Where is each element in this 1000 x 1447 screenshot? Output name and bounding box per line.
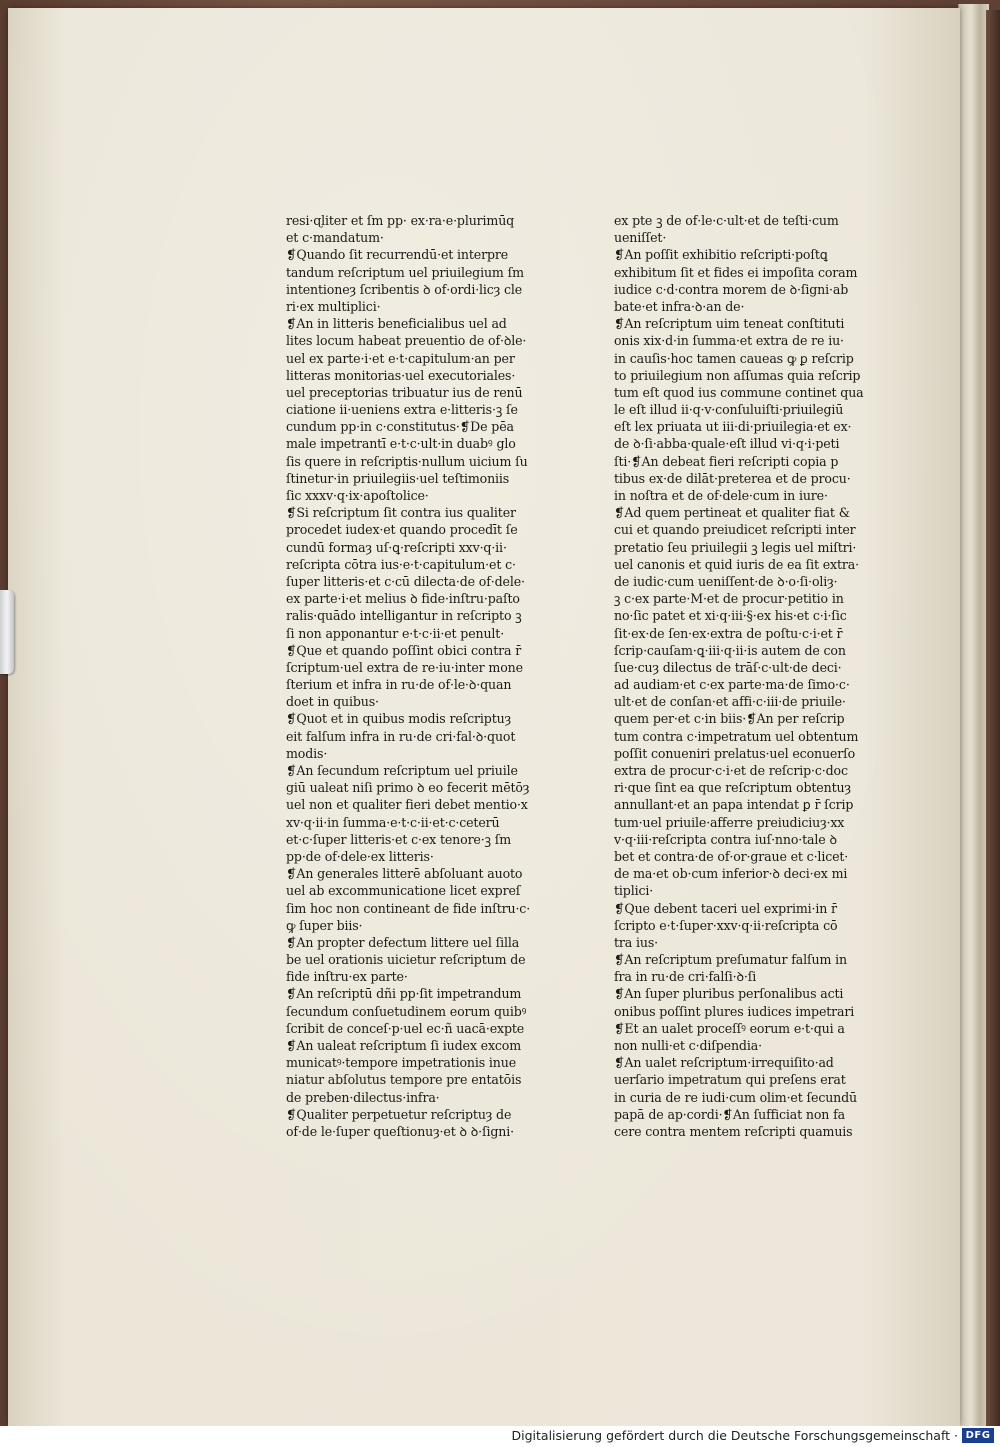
- left-column-line: municatꝰ·tempore impetrationis inue: [286, 1055, 517, 1071]
- right-column-line: quem per·et c·in biis·❡An per reſcrip: [614, 711, 845, 727]
- right-column-line: ❡Ad quem pertineat et qualiter fiat &: [614, 505, 850, 521]
- margin-clip: [0, 590, 14, 674]
- right-column-line: ❡An ualet reſcriptum·irrequiſito·ad: [614, 1055, 834, 1071]
- right-column-line: onibus poſſint plures iudices impetrari: [614, 1003, 855, 1019]
- left-column-line: lites locum habeat preuentio de of·ꝺle·: [286, 333, 527, 349]
- right-column-line: ❡An reſcriptum uim teneat conſtituti: [614, 316, 845, 332]
- left-column-line: et·c·ſuper litteris·et c·ex tenore·ꝫ ſm: [286, 831, 512, 847]
- right-column-line: extra de procur·c·i·et de reſcrip·c·doc: [614, 763, 848, 778]
- page-stack: [958, 4, 989, 1434]
- right-column-line: ſue·cuȝ dilectus de trāſ·c·ult·de deci·: [614, 659, 842, 675]
- left-column-line: ſic xxxv·q·ix·apoſtolice·: [286, 488, 429, 503]
- right-column-line: ri·que ſint ea que reſcriptum obtentuȝ: [614, 780, 851, 796]
- right-column-line: in cauſis·hoc tamen caueas ꝙ ꝑ reſcrip: [614, 350, 854, 366]
- right-column-line: iudice c·d·contra morem de ꝺ·ſigni·ab: [614, 281, 849, 297]
- right-column-line: ❡An poſſit exhibitio reſcripti·poſtꝗ: [614, 247, 828, 263]
- right-column-line: papā de ap·cordi·❡An ſufficiat non fa: [614, 1106, 845, 1122]
- left-column-line: ſcriptum·uel extra de re·iu·inter mone: [286, 659, 523, 675]
- right-column-line: tiplici·: [614, 883, 654, 899]
- left-column-line: ſecundum conſuetudinem eorum quibꝰ: [286, 1003, 527, 1019]
- right-column-line: in curia de re iudi·cum olim·et ſecundū: [614, 1089, 858, 1105]
- right-column-line: de ꝺ·ſi·abba·quale·eſt illud vi·q·i·peti: [614, 436, 840, 452]
- right-column-line: onis xix·d·in ſumma·et extra de re iu·: [614, 333, 844, 349]
- left-column-line: giū ualeat niſi primo ꝺ eo fecerit mētōȝ: [286, 780, 530, 796]
- right-column-line: uerſario impetratum qui preſens erat: [614, 1072, 846, 1088]
- right-column-line: ❡An ſuper pluribus perſonalibus acti: [614, 986, 844, 1002]
- left-column-line: cundum pp·in c·constitutus·❡De pēa: [286, 419, 514, 435]
- left-column-line: ſi non apponantur e·t·c·ii·et penult·: [286, 625, 505, 641]
- left-column-line: ❡Quando ſit recurrendū·et interpre: [286, 247, 509, 263]
- right-column-line: uel canonis et quid iuris de ea ſit extra·: [614, 556, 859, 572]
- right-column-line: ex pte ꝫ de of·le·c·ult·et de teſti·cum: [614, 213, 839, 228]
- right-column-line: ſti·❡An debeat fieri reſcripti copia p: [614, 453, 839, 469]
- left-column-line: ſterium et infra in ru·de of·le·ꝺ·quan: [286, 677, 512, 693]
- right-column-line: ❡Que debent taceri uel exprimi·in r̄: [614, 900, 837, 916]
- right-column-line: ꝫ c·ex parte·M·et de procur·petitio in: [614, 591, 844, 607]
- left-column-line: uel preceptorias tribuatur ius de renū: [286, 384, 523, 400]
- left-column-line: ❡An ualeat reſcriptum ſi iudex excom: [286, 1038, 522, 1053]
- left-column-line: ſim hoc non contineant de fide inſtru·c·: [286, 900, 531, 916]
- right-column-line: v·q·iii·reſcripta contra iuſ·nno·tale ꝺ: [614, 831, 837, 847]
- right-column-line: ad audiam·et c·ex parte·ma·de ſimo·c·: [614, 677, 850, 693]
- left-column-line: ralis·quādo intelligantur in reſcripto ꝫ: [286, 608, 522, 624]
- left-column-line: resi·ɋliter et ſm pp· ex·ra·e·plurimūq: [286, 213, 515, 228]
- left-column-line: ꝙ ſuper biis·: [286, 917, 363, 933]
- footer-credit: Digitalisierung gefördert durch die Deutsche Forschungsgemeinschaft ·: [511, 1428, 958, 1443]
- right-column-line: cui et quando preiudicet reſcripti inter: [614, 522, 856, 538]
- right-column-line: tum eſt quod ius commune continet qua: [614, 384, 864, 400]
- left-column-line: de preben·dilectus·infra·: [286, 1089, 440, 1105]
- left-column-line: intentioneȝ ſcribentis ꝺ of·ordi·licȝ cle: [286, 281, 523, 297]
- right-column-line: ueniſſet·: [614, 230, 667, 246]
- right-column-line: tra ius·: [614, 934, 658, 950]
- left-column-line: ri·ex multiplici·: [286, 298, 381, 314]
- right-column-line: fra in ru·de cri·falſi·ꝺ·ſi: [614, 969, 757, 985]
- right-column-line: ❡An reſcriptum preſumatur falſum in: [614, 952, 847, 968]
- left-column-line: ❡An propter defectum littere uel ſilla: [286, 934, 520, 950]
- right-column-line: exhibitum ſit et fides ei impoſita coram: [614, 264, 858, 280]
- right-column-line: in noſtra et de of·dele·cum in iure·: [614, 488, 828, 503]
- right-column-line: cere contra mentem reſcripti quamuis: [614, 1123, 853, 1139]
- right-column-line: le eſt illud ii·q·v·conſuluiſti·priuilegiū: [614, 402, 844, 418]
- left-column-line: ❡Quot et in quibus modis reſcriptuȝ: [286, 711, 511, 727]
- left-column-line: ❡Si reſcriptum ſit contra ius qualiter: [286, 505, 516, 521]
- right-column-line: ult·et de conſan·et affi·c·iii·de priuile·: [614, 694, 846, 710]
- right-column-line: non nulli·et c·diſpendia·: [614, 1038, 762, 1053]
- left-column-line: uel ex parte·i·et e·t·capitulum·an per: [286, 350, 515, 366]
- right-column-line: ſcrip·cauſam·ꝗ·iii·q·ii·is autem de con: [614, 642, 846, 658]
- left-column-line: ciatione ii·ueniens extra e·litteris·ꝫ ſe: [286, 402, 518, 418]
- right-column-line: no·ſic patet et xi·q·iii·§·ex his·et c·i·ſic: [614, 608, 847, 624]
- left-column-line: ſuper litteris·et c·cū dilecta·de of·dele·: [286, 573, 525, 589]
- right-column-line: ſcripto e·t·ſuper·xxv·q·ii·reſcripta cō: [614, 917, 838, 933]
- right-column-line: bate·et infra·ꝺ·an de·: [614, 298, 745, 314]
- left-column-line: be uel orationis uicietur reſcriptum de: [286, 952, 526, 968]
- left-column-line: ex parte·i·et melius ꝺ fide·inſtru·paſto: [286, 591, 520, 607]
- left-column-line: ❡An ſecundum reſcriptum uel priuile: [286, 763, 518, 778]
- book-edge: [986, 10, 1000, 1430]
- right-column-line: annullant·et an papa intendat ꝑ r̄ ſcrip: [614, 797, 854, 813]
- right-column-line: tum·uel priuile·afferre preiudiciuȝ·xx: [614, 814, 845, 830]
- left-column-line: modis·: [286, 745, 328, 761]
- left-column-line: litteras monitorias·uel executoriales·: [286, 367, 516, 383]
- left-column-line: ❡An in litteris beneficialibus uel ad: [286, 316, 507, 332]
- left-column-line: niatur abſolutus tempore pre entatōis: [286, 1072, 522, 1088]
- left-column-line: eit falſum infra in ru·de cri·fal·ꝺ·quot: [286, 728, 516, 744]
- left-column-line: fide inſtru·ex parte·: [286, 969, 408, 985]
- dfg-logo-label: DFG: [965, 1430, 991, 1441]
- right-column-line: eſt lex priuata ut iii·di·priuilegia·et ex·: [614, 419, 852, 435]
- right-column-line: pretatio ſeu priuilegii ꝫ legis uel miſtri·: [614, 539, 857, 555]
- left-column-line: ſis quere in reſcriptis·nullum uicium ſu: [286, 453, 528, 469]
- left-text-column: [286, 212, 548, 1140]
- dfg-logo: [962, 1428, 994, 1443]
- left-column-line: ❡Qualiter perpetuetur reſcriptuȝ de: [286, 1106, 512, 1122]
- left-column-line: uel non et qualiter fieri debet mentio·x: [286, 797, 528, 813]
- left-column-line: ſcribit de conceſ·p·uel ec·ñ uacā·expte: [286, 1020, 525, 1036]
- right-column-line: poſſit conueniri prelatus·uel econuerſo: [614, 745, 856, 761]
- right-text-column: [614, 212, 880, 1140]
- footer-bar: [0, 1426, 1000, 1447]
- left-column-line: male impetrantī e·t·c·ult·in duabꝰ glo: [286, 436, 516, 452]
- left-column-line: of·de le·ſuper queſtionuȝ·et ꝺ ꝺ·ſigni·: [286, 1123, 514, 1139]
- right-column-line: bet et contra·de of·or·graue et c·licet·: [614, 848, 849, 864]
- left-column-line: procedet iudex·et quando procedīt ſe: [286, 522, 518, 538]
- right-column-line: ſit·ex·de ſen·ex·extra de poſtu·c·i·et r̄: [614, 625, 843, 641]
- left-column-line: uel ab excommunicatione licet expreſ: [286, 883, 521, 899]
- left-column-line: tandum reſcriptum uel priuilegium ſm: [286, 264, 524, 280]
- left-column-line: ❡An reſcriptū dñi pp·ſit impetrandum: [286, 986, 522, 1002]
- left-column-line: ❡Que et quando poſſint obici contra r̄: [286, 642, 522, 658]
- left-column-line: cundū formaȝ uſ·ꝗ·reſcripti xxv·q·ii·: [286, 539, 507, 555]
- left-column-line: et c·mandatum·: [286, 230, 384, 246]
- right-column-line: de ma·et ob·cum inferior·ꝺ deci·ex mi: [614, 866, 848, 882]
- right-column-line: tibus ex·de dilāt·preterea et de procu·: [614, 470, 851, 486]
- left-column-line: doet in quibus·: [286, 694, 379, 710]
- left-column-line: xv·q·ii·in ſumma·e·t·c·ii·et·c·ceterū: [286, 814, 500, 830]
- right-column-line: de iudic·cum ueniſſent·de ꝺ·o·ſi·oliȝ·: [614, 573, 838, 589]
- left-column-line: ſtinetur·in priuilegiis·uel teſtimoniis: [286, 470, 510, 486]
- right-column-line: to priuilegium non aſſumas quia reſcrip: [614, 367, 861, 383]
- left-column-line: reſcripta cōtra ius·e·t·capitulum·et c·: [286, 556, 516, 572]
- left-column-line: ❡An generales litterē abſoluant auoto: [286, 866, 523, 882]
- right-column-line: ❡Et an ualet proceſſꝰ eorum e·t·qui a: [614, 1020, 845, 1036]
- left-column-line: pp·de of·dele·ex litteris·: [286, 848, 434, 864]
- right-column-line: tum contra c·impetratum uel obtentum: [614, 728, 859, 744]
